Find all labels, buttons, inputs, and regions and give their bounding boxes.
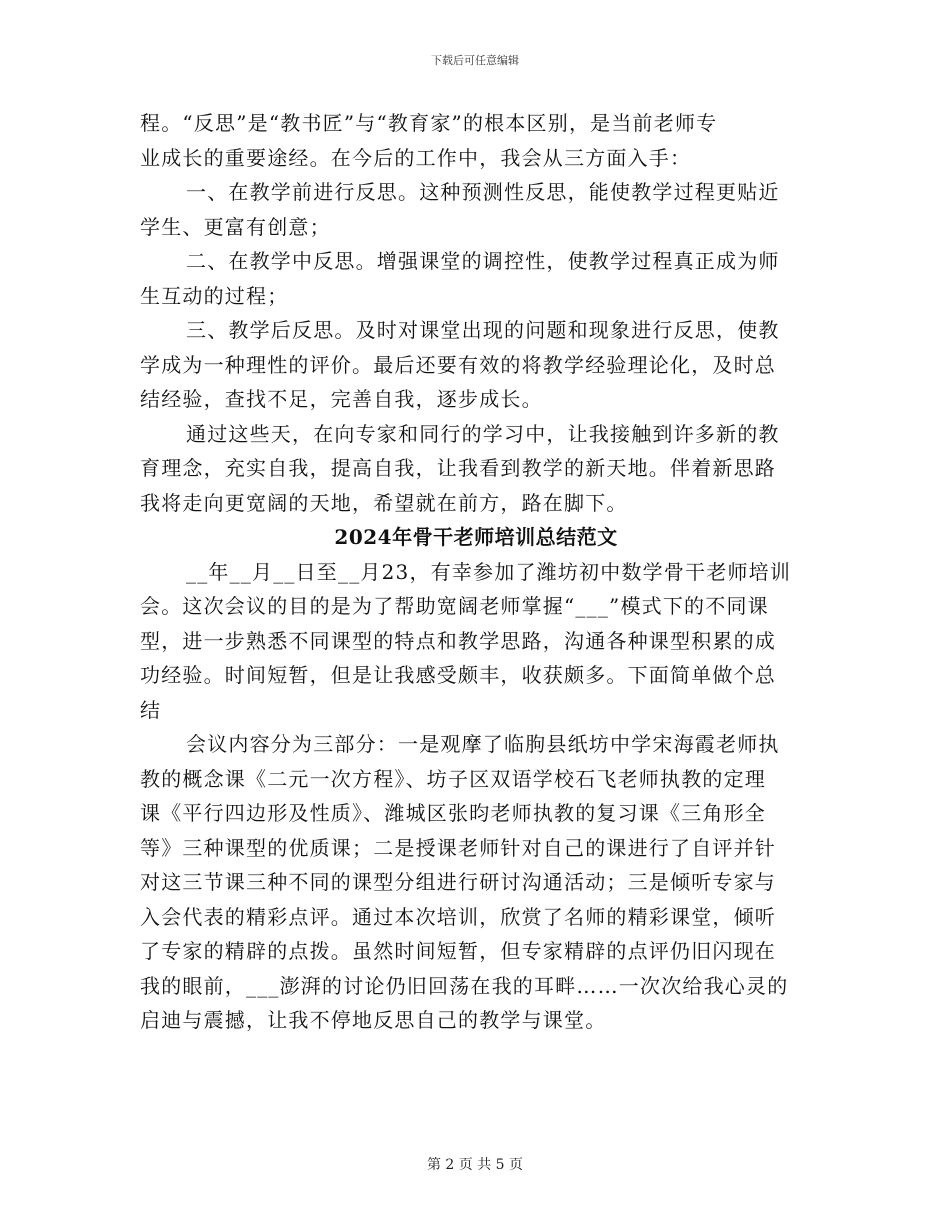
text-line: 课《平行四边形及性质》、潍城区张昀老师执教的复习课《三角形全 — [140, 801, 766, 825]
text-line: 程。“反思”是“教书匠”与“教育家”的根本区别，是当前老师专 — [140, 111, 718, 135]
paragraph — [140, 555, 812, 728]
paragraph — [140, 417, 812, 521]
page-footer: 第 2 页 共 5 页 — [426, 1157, 524, 1173]
paragraph — [140, 727, 812, 1038]
paragraph — [140, 244, 812, 313]
text-line: 我将走向更宽阔的天地，希望就在前方，路在脚下。 — [140, 490, 628, 515]
text-line: 学生、更富有创意； — [140, 214, 331, 239]
document-body — [140, 106, 812, 1038]
section-title: 2024年骨干老师培训总结范文 — [334, 525, 618, 549]
text-line: 学成为一种理性的评价。最后还要有效的将教学经验理论化，及时总 — [140, 352, 776, 377]
text-line: 二、在教学中反思。增强课堂的调控性，使教学过程真正成为师 — [186, 249, 780, 273]
text-line: 生互动的过程； — [140, 283, 289, 308]
text-line: 会议内容分为三部分：一是观摩了临朐县纸坊中学宋海霞老师执 — [186, 732, 780, 756]
text-line: 我的眼前，___澎湃的讨论仍旧回荡在我的耳畔……一次次给我心灵的 — [140, 973, 789, 998]
text-line: 入会代表的精彩点评。通过本次培训，欣赏了名师的精彩课堂，倾听 — [140, 904, 776, 929]
paragraph — [140, 106, 812, 175]
text-line: 育理念，充实自我，提高自我，让我看到教学的新天地。伴着新思路 — [140, 456, 776, 480]
text-line: 通过这些天，在向专家和同行的学习中，让我接触到许多新的教 — [186, 421, 780, 446]
paragraph — [140, 175, 812, 244]
text-line: 三、教学后反思。及时对课堂出现的问题和现象进行反思，使教 — [186, 318, 780, 342]
text-line: 会。这次会议的目的是为了帮助宽阔老师掌握“___”模式下的不同课 — [140, 594, 769, 618]
text-line: 对这三节课三种不同的课型分组进行研讨沟通活动；三是倾听专家与 — [140, 870, 776, 894]
text-line: 型，进一步熟悉不同课型的特点和教学思路，沟通各种课型积累的成 — [140, 628, 776, 653]
text-line: 了专家的精辟的点拨。虽然时间短暂，但专家精辟的点评仍旧闪现在 — [140, 939, 776, 963]
paragraph — [140, 313, 812, 417]
text-line: 结 — [140, 697, 162, 722]
text-line: 结经验，查找不足，完善自我，逐步成长。 — [140, 387, 543, 411]
text-line: 等》三种课型的优质课；二是授课老师针对自己的课进行了自评并针 — [140, 835, 776, 860]
text-line: 一、在教学前进行反思。这种预测性反思，能使教学过程更贴近 — [186, 180, 780, 204]
text-line: __年__月__日至__月23，有幸参加了潍坊初中数学骨干老师培训 — [186, 559, 792, 584]
page-header: 下载后可任意编辑 — [431, 54, 519, 67]
text-line: 功经验。时间短暂，但是让我感受颇丰，收获颇多。下面简单做个总 — [140, 663, 776, 687]
text-line: 业成长的重要途经。在今后的工作中，我会从三方面入手： — [140, 145, 692, 170]
text-line: 教的概念课《二元一次方程》、坊子区双语学校石飞老师执教的定理 — [140, 766, 766, 791]
text-line: 启迪与震撼，让我不停地反思自己的教学与课堂。 — [140, 1008, 607, 1032]
